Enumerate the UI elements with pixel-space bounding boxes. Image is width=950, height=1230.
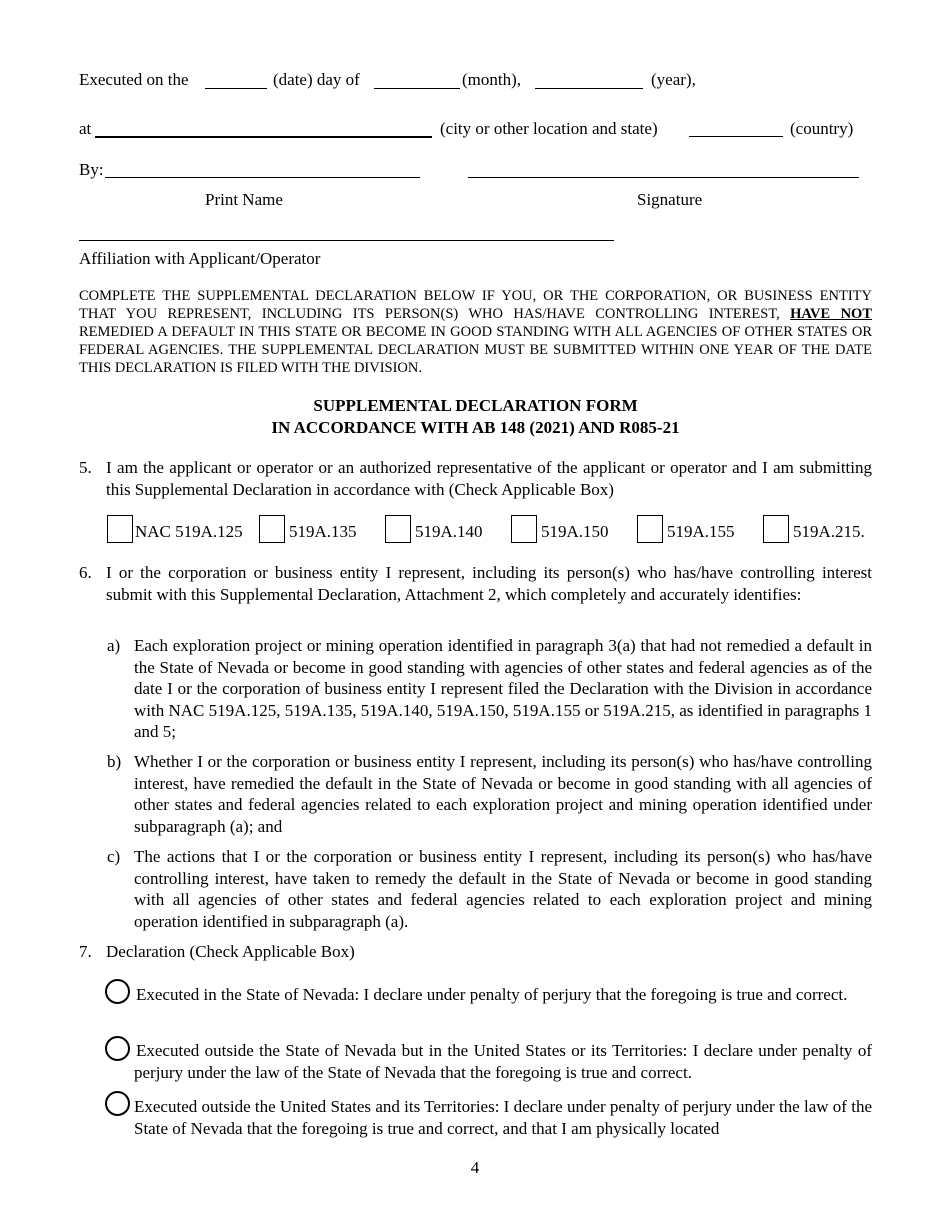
location-field[interactable] xyxy=(95,136,432,138)
checkbox-nac-519a125[interactable] xyxy=(107,515,133,543)
subitem-letter: c) xyxy=(107,847,121,866)
checkbox-519a215[interactable] xyxy=(763,515,789,543)
checkbox-519a155[interactable] xyxy=(637,515,663,543)
checkbox-519a135[interactable] xyxy=(259,515,285,543)
date-label: (date) day of xyxy=(273,70,360,89)
checkbox-519a150[interactable] xyxy=(511,515,537,543)
signature-caption: Signature xyxy=(637,190,703,209)
subitem-letter: a) xyxy=(107,636,121,655)
year-field[interactable] xyxy=(535,88,643,89)
year-label: (year), xyxy=(651,70,696,89)
item-7-text: Declaration (Check Applicable Box) xyxy=(106,942,355,961)
form-title: SUPPLEMENTAL DECLARATION FORM IN ACCORDANCE WITH AB 148 (2021) AND R085-21 xyxy=(271,396,680,437)
item-6b-text: Whether I or the corporation or business entity I represent, including its person(s) who has/have controlling interest, have remedied the default in the State of Nevada or become in good standing with all agencies of other states and federal agencies related to each exploration project and mining operation identified under subparagraph (a); and xyxy=(134,752,872,836)
checkbox-label: 519A.215. xyxy=(793,522,865,541)
item-5-number: 5. xyxy=(79,458,92,477)
item-6-number: 6. xyxy=(79,563,92,582)
have-not-emphasis: HAVE NOT xyxy=(790,306,872,322)
declaration-option-outside-us: Executed outside the United States and its Territories: I declare under penalty of perjury under the law of the State of Nevada that the foregoing is true and correct, and that I am physically located xyxy=(134,1097,872,1138)
radio-us-territories[interactable] xyxy=(105,1036,130,1061)
page-number: 4 xyxy=(470,1158,480,1177)
item-5-text: I am the applicant or operator or an authorized representative of the applicant or operator and I am submitting this Supplemental Declaration in accordance with (Check Applicable Box) xyxy=(106,458,872,499)
date-field[interactable] xyxy=(205,88,267,89)
item-6a-text: Each exploration project or mining operation identified in paragraph 3(a) that had not remedied a default in the State of Nevada or become in good standing with agencies of other states and federal agencies as of the date I or the corporation of business entity I represent filed the Declaration with the Division in accordance with NAC 519A.125, 519A.135, 519A.140, 519A.150, 519A.155 or 519A.215, as identified in paragraphs 1 and 5; xyxy=(134,636,872,741)
subitem-letter: b) xyxy=(107,752,122,771)
affiliation-field[interactable] xyxy=(79,240,614,241)
affiliation-caption: Affiliation with Applicant/Operator xyxy=(79,249,321,268)
executed-on-label: Executed on the xyxy=(79,70,189,89)
signature-field[interactable] xyxy=(468,177,859,178)
checkbox-label: 519A.155 xyxy=(667,522,735,541)
country-label: (country) xyxy=(790,119,854,138)
radio-nevada[interactable] xyxy=(105,979,130,1004)
at-label: at xyxy=(79,119,92,138)
month-field[interactable] xyxy=(374,88,460,89)
declaration-option-us: Executed outside the State of Nevada but in the United States or its Territories: I declare under penalty of perjury under the law of the State of Nevada that the foregoing is true and correct. xyxy=(134,1041,872,1082)
checkbox-label: 519A.140 xyxy=(415,522,483,541)
checkbox-label: 519A.150 xyxy=(541,522,609,541)
item-6-text: I or the corporation or business entity I represent, including its person(s) who has/have controlling interest submit with this Supplemental Declaration, Attachment 2, which completely and accurately identifies: xyxy=(106,563,872,604)
declaration-option-nevada: Executed in the State of Nevada: I declare under penalty of perjury that the foregoing is true and correct. xyxy=(136,985,848,1004)
item-6c-text: The actions that I or the corporation or business entity I represent, including its person(s) who has/have controlling interest, have taken to remedy the default in the State of Nevada or become in good standing with all agencies of other states and federal agencies related to each exploration project and mining operation identified in subparagraph (a). xyxy=(134,847,872,931)
item-7-number: 7. xyxy=(79,942,92,961)
by-label: By: xyxy=(79,160,104,179)
print-name-caption: Print Name xyxy=(205,190,283,209)
month-label: (month), xyxy=(462,70,522,89)
location-label: (city or other location and state) xyxy=(440,119,658,138)
country-field[interactable] xyxy=(689,136,783,137)
checkbox-label: 519A.135 xyxy=(289,522,357,541)
checkbox-label: NAC 519A.125 xyxy=(135,522,243,541)
checkbox-519a140[interactable] xyxy=(385,515,411,543)
radio-outside-us[interactable] xyxy=(105,1091,130,1116)
supplemental-notice: COMPLETE THE SUPPLEMENTAL DECLARATION BELOW IF YOU, OR THE CORPORATION, OR BUSINESS ENTITY THAT YOU REPRESENT, INCLUDING ITS PERSON(S) WHO HAS/HAVE CONTROLLING INTEREST, HAVE NOT REMEDIED A DEFAULT IN THIS STATE OR BECOME IN GOOD STANDING WITH ALL AGENCIES OF OTHER STATES OR FEDERAL AGENCIES. THE SUPPLEMENTAL DECLARATION MUST BE SUBMITTED WITHIN ONE YEAR OF THE DATE THIS DECLARATION IS FILED WITH THE DIVISION. xyxy=(79,288,872,376)
print-name-field[interactable] xyxy=(105,177,420,178)
